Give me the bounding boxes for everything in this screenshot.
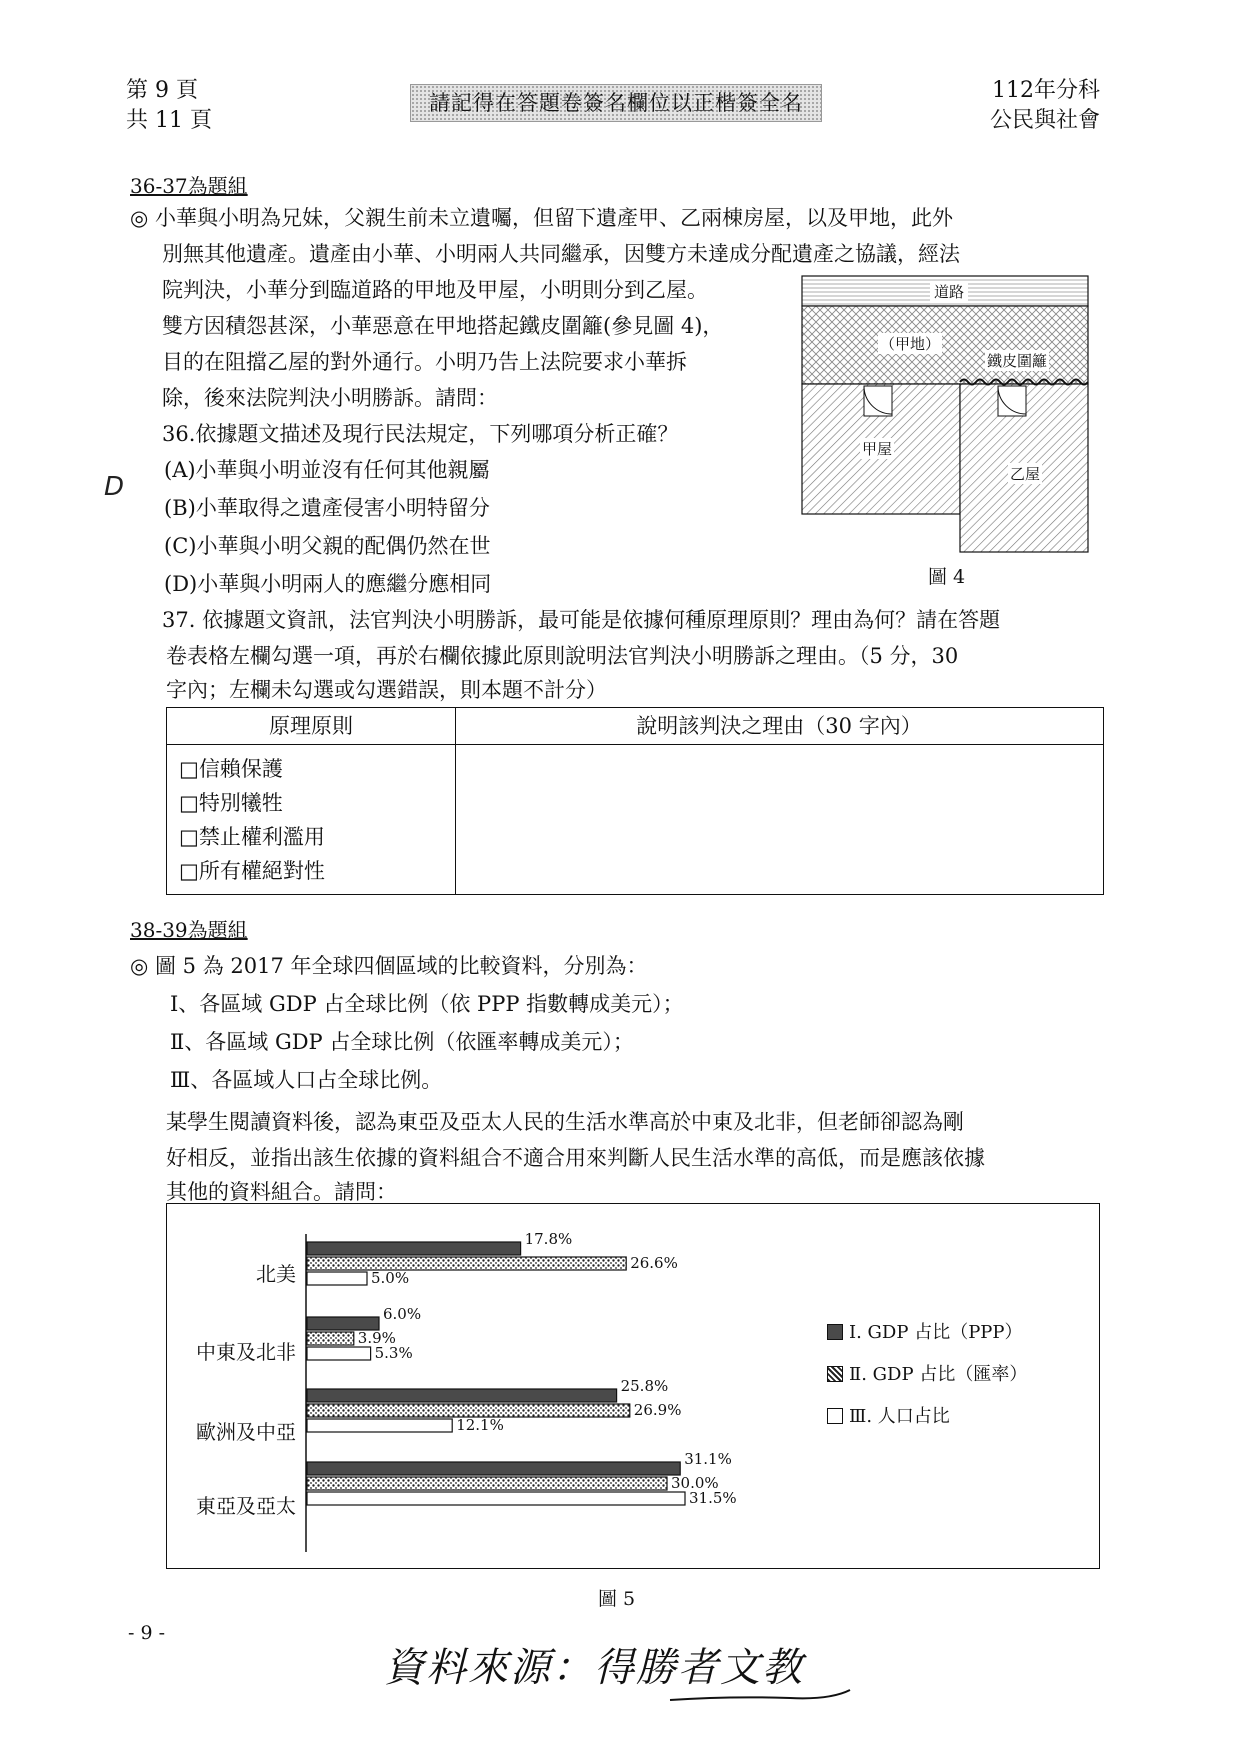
table-header-reason: 說明該判決之理由（30 字內） xyxy=(636,714,922,738)
legend-label-population: Ⅲ. 人口占比 xyxy=(849,1406,950,1427)
bar-mena-exchange xyxy=(307,1332,354,1345)
intro-line: 別無其他遺產。遺產由小華、小明兩人共同繼承，因雙方未達成分配遺產之協議，經法 xyxy=(162,242,960,266)
choice-abuse-prohibition[interactable]: □禁止權利濫用 xyxy=(179,825,325,849)
signature-reminder-banner: 請記得在答題卷簽名欄位以正楷簽全名 xyxy=(410,84,822,122)
bar-mena-population xyxy=(307,1347,371,1360)
bar-north-america-population xyxy=(307,1272,367,1285)
intro-line: 除，後來法院判決小明勝訴。請問： xyxy=(162,386,498,410)
data-label-europe-population: 12.1% xyxy=(456,1416,504,1434)
bar-europe-population xyxy=(307,1419,452,1432)
legend-label-ppp: Ⅰ. GDP 占比（PPP） xyxy=(849,1322,1023,1343)
data-label-europe-exchange: 26.9% xyxy=(633,1401,682,1419)
data-label-europe-ppp: 25.8% xyxy=(620,1377,669,1395)
handwritten-answer: D xyxy=(104,472,125,502)
house-yi-label: 乙屋 xyxy=(1010,465,1041,483)
legend-swatch-exchange xyxy=(827,1366,843,1382)
data-label-mena-population: 5.3% xyxy=(374,1344,413,1362)
q36-option-c: (C)小華與小明父親的配偶仍然在世 xyxy=(164,534,491,558)
data-label-mena-exchange: 3.9% xyxy=(357,1329,396,1347)
land-label: （甲地） xyxy=(880,335,941,353)
bar-east-asia-exchange xyxy=(307,1477,667,1490)
page-number-label: 第 9 頁 xyxy=(126,78,198,103)
group2-body: 其他的資料組合。請問： xyxy=(166,1180,397,1204)
category-label-mena: 中東及北非 xyxy=(196,1340,296,1364)
q37-line: 37. 依據題文資訊，法官判決小明勝訴，最可能是依據何種原理原則？理由為何？請在答題 xyxy=(162,608,1001,632)
data-label-east-asia-ppp: 31.1% xyxy=(684,1450,732,1468)
figure-5-chart xyxy=(166,1203,1100,1569)
intro-line: ◎ 小華與小明為兄妹，父親生前未立遺囑，但留下遺產甲、乙兩棟房屋，以及甲地，此外 xyxy=(130,206,953,230)
road-label: 道路 xyxy=(930,281,968,302)
land-jia-area xyxy=(802,306,1088,384)
data-label-north-america-ppp: 17.8% xyxy=(524,1230,573,1248)
intro-line: 雙方因積怨甚深，小華惡意在甲地搭起鐵皮圍籬(參見圖 4)， xyxy=(162,314,724,338)
group2-item-2: Ⅱ、各區域 GDP 占全球比例（依匯率轉成美元）； xyxy=(170,1030,634,1054)
fence-label: 鐵皮圍籬 xyxy=(987,352,1048,370)
group2-body: 好相反，並指出該生依據的資料組合不適合用來判斷人民生活水準的高低，而是應該依據 xyxy=(166,1146,985,1170)
total-pages-label: 共 11 頁 xyxy=(126,108,212,133)
choice-special-sacrifice[interactable]: □特別犧牲 xyxy=(179,791,283,815)
category-label-north-america: 北美 xyxy=(256,1262,296,1286)
category-label-europe: 歐洲及中亞 xyxy=(196,1420,296,1444)
data-label-north-america-population: 5.0% xyxy=(371,1269,410,1287)
data-label-east-asia-population: 31.5% xyxy=(689,1489,737,1507)
q36-option-a: (A)小華與小明並沒有任何其他親屬 xyxy=(164,458,490,482)
handwritten-underline xyxy=(660,1660,860,1710)
table-header-principle: 原理原則 xyxy=(269,714,353,738)
q36-option-d: (D)小華與小明兩人的應繼分應相同 xyxy=(164,572,492,596)
group2-item-1: Ⅰ、各區域 GDP 占全球比例（依 PPP 指數轉成美元）； xyxy=(170,992,684,1016)
q36-option-b: (B)小華取得之遺產侵害小明特留分 xyxy=(164,496,490,520)
data-label-mena-ppp: 6.0% xyxy=(383,1305,422,1323)
handwritten-source-note: 資料來源：得勝者文教 xyxy=(384,1645,804,1691)
data-label-north-america-exchange: 26.6% xyxy=(630,1254,678,1272)
q37-line: 字內；左欄未勾選或勾選錯誤，則本題不計分） xyxy=(166,678,607,702)
bar-europe-ppp xyxy=(307,1389,617,1402)
exam-subject: 公民與社會 xyxy=(989,108,1100,133)
answer-table-37 xyxy=(166,707,1104,895)
figure-4-caption: 圖 4 xyxy=(928,566,966,588)
group-title-38-39: 38-39為題組 xyxy=(130,918,248,942)
exam-year: 112年分科 xyxy=(992,78,1100,103)
bar-east-asia-ppp xyxy=(307,1462,680,1475)
figure-5-caption: 圖 5 xyxy=(598,1588,636,1610)
group2-body: 某學生閱讀資料後，認為東亞及亞太人民的生活水準高於中東及北非，但老師卻認為剛 xyxy=(166,1110,964,1134)
intro-line: 院判決，小華分到臨道路的甲地及甲屋，小明則分到乙屋。 xyxy=(162,278,708,302)
legend-label-exchange: Ⅱ. GDP 占比（匯率） xyxy=(849,1364,1028,1385)
bar-north-america-exchange xyxy=(307,1257,626,1270)
figure-4-property-diagram xyxy=(800,274,1090,554)
data-label-east-asia-exchange: 30.0% xyxy=(671,1474,719,1492)
bar-north-america-ppp xyxy=(307,1242,521,1255)
choice-trust-protection[interactable]: □信賴保護 xyxy=(179,757,283,781)
bar-east-asia-population xyxy=(307,1492,685,1505)
legend-swatch-population xyxy=(827,1408,843,1424)
group2-intro: ◎ 圖 5 為 2017 年全球四個區域的比較資料，分別為： xyxy=(130,954,648,978)
q37-line: 卷表格左欄勾選一項，再於右欄依據此原則說明法官判決小明勝訴之理由。（5 分，30 xyxy=(166,644,959,668)
house-jia-label: 甲屋 xyxy=(862,440,893,458)
q36-stem: 36.依據題文描述及現行民法規定，下列哪項分析正確？ xyxy=(162,422,679,446)
group-title-36-37: 36-37為題組 xyxy=(130,174,248,198)
group2-item-3: Ⅲ、各區域人口占全球比例。 xyxy=(170,1068,443,1092)
category-label-east-asia: 東亞及亞太 xyxy=(196,1494,296,1518)
intro-line: 目的在阻擋乙屋的對外通行。小明乃告上法院要求小華拆 xyxy=(162,350,687,374)
choice-absolute-ownership[interactable]: □所有權絕對性 xyxy=(179,859,325,883)
legend-swatch-ppp xyxy=(827,1324,843,1340)
page-footer-number: - 9 - xyxy=(128,1622,166,1644)
